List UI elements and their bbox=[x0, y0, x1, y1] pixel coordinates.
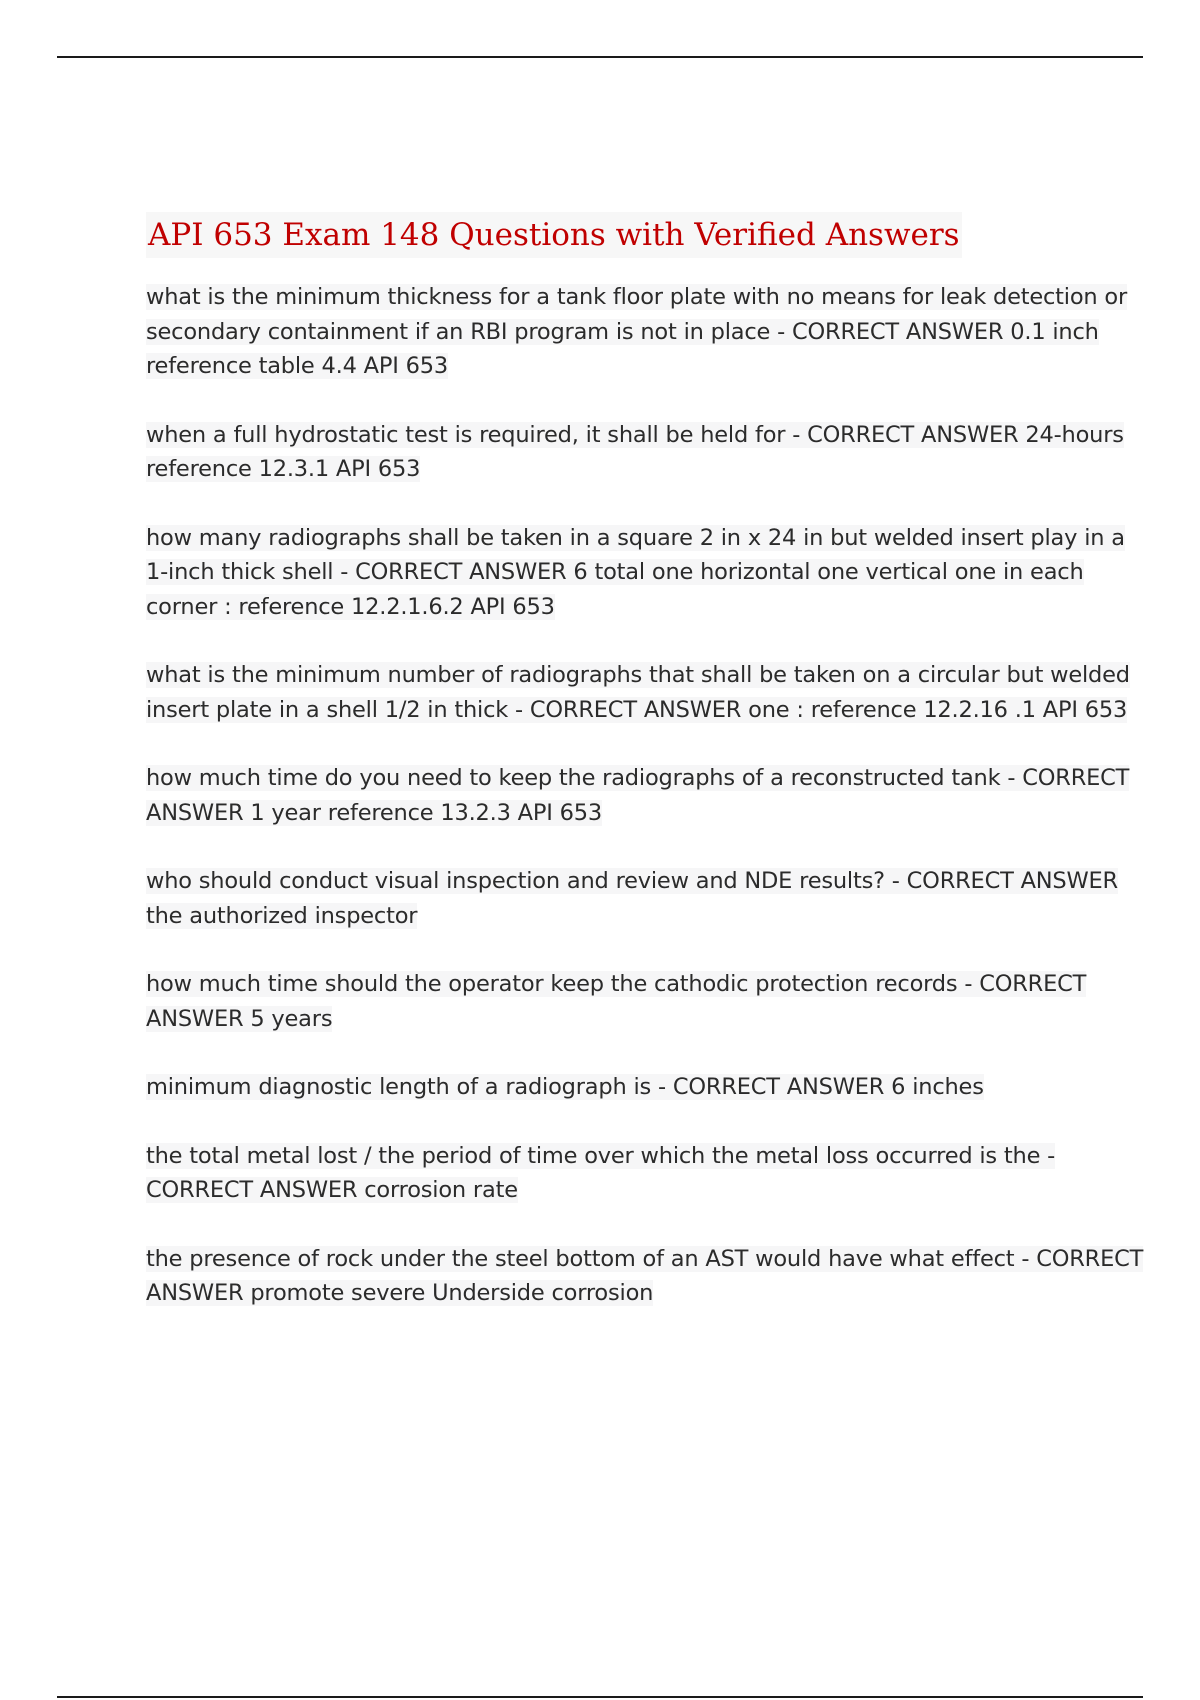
qa-item: how much time do you need to keep the radiographs of a reconstructed tank - CORRECT ANSWER 1 year reference 13.2.3 API 653 bbox=[146, 765, 1130, 826]
qa-item: who should conduct visual inspection and review and NDE results? - CORRECT ANSWER the authorized inspector bbox=[146, 868, 1118, 929]
qa-item: the total metal lost / the period of time over which the metal loss occurred is the - CORRECT ANSWER corrosion rate bbox=[146, 1142, 1056, 1203]
qa-item: what is the minimum thickness for a tank floor plate with no means for leak detection or secondary containment if an RBI program is not in place - CORRECT ANSWER 0.1 inch reference table 4.4 API 653 bbox=[146, 284, 1128, 379]
qa-item: when a full hydrostatic test is required, it shall be held for - CORRECT ANSWER 24-hours reference 12.3.1 API 653 bbox=[146, 421, 1124, 482]
top-rule bbox=[57, 56, 1143, 58]
bottom-rule bbox=[57, 1696, 1143, 1698]
qa-item: how many radiographs shall be taken in a square 2 in x 24 in but welded insert play in a 1-inch thick shell - CORRECT ANSWER 6 total one horizontal one vertical one in each corner : reference 12.2.1.6.2 API 653 bbox=[146, 524, 1125, 620]
document-title: API 653 Exam 148 Questions with Verified Answers bbox=[146, 212, 962, 258]
qa-item: minimum diagnostic length of a radiograph is - CORRECT ANSWER 6 inches bbox=[146, 1074, 984, 1100]
qa-item: what is the minimum number of radiographs that shall be taken on a circular but welded insert plate in a shell 1/2 in thick - CORRECT ANSWER one : reference 12.2.16 .1 API 653 bbox=[146, 662, 1130, 723]
qa-item: the presence of rock under the steel bottom of an AST would have what effect - CORRECT ANSWER promote severe Underside corrosion bbox=[146, 1245, 1144, 1306]
qa-item: how much time should the operator keep the cathodic protection records - CORRECT ANSWER 5 years bbox=[146, 971, 1087, 1032]
document-body bbox=[146, 212, 1146, 1345]
